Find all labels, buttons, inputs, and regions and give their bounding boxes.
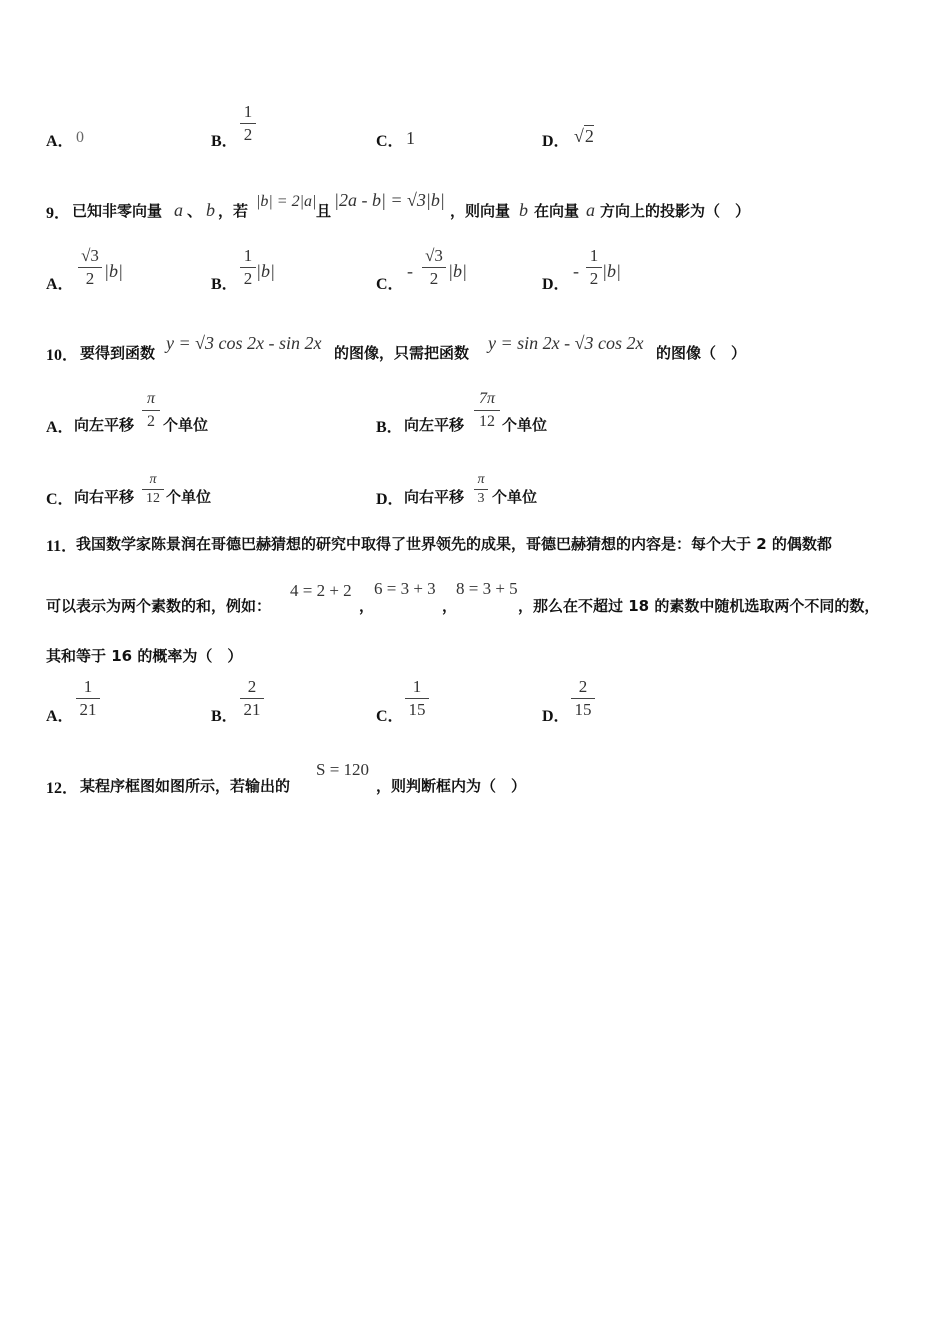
q9-sep: 、 (187, 202, 203, 220)
q9-text-1: 已知非零向量 (72, 202, 163, 220)
q9-option-c-vector: |b| (448, 261, 467, 281)
q12-text-1: 某程序框图如图所示，若输出的 (80, 777, 291, 795)
q10-option-a-fraction: π 2 (142, 389, 160, 432)
q9-var-a-2: a (586, 200, 595, 220)
q10-option-d-fraction: π 3 (474, 472, 488, 507)
q10-number: 10． (46, 347, 79, 364)
q11-option-b-fraction: 2 21 (240, 677, 264, 720)
q10-option-c-fraction: π 12 (142, 472, 164, 507)
q10-option-c-pre: 向右平移 (74, 488, 135, 506)
q9-option-a-vector: |b| (104, 261, 123, 281)
q10-text-3: 的图像（ ） (656, 344, 747, 362)
q10-text-2: 的图像，只需把函数 (334, 344, 470, 362)
q11-example-2: 6 = 3 + 3 (374, 579, 436, 598)
q9-condition-1: |b| = 2|a| (256, 193, 317, 210)
q10-option-b-fraction: 7π 12 (474, 389, 500, 432)
q8-option-c-value: 1 (406, 128, 415, 148)
q9-option-c-fraction: √3 2 (422, 246, 446, 289)
q10-option-d-post: 个单位 (492, 488, 538, 506)
q10-function-2: y = sin 2x - √3 cos 2x (488, 333, 644, 353)
q9-option-d-vector: |b| (602, 261, 621, 281)
q11-option-d-fraction: 2 15 (571, 677, 595, 720)
q10-text-1: 要得到函数 (80, 344, 156, 362)
q11-line-1: 我国数学家陈景润在哥德巴赫猜想的研究中取得了世界领先的成果，哥德巴赫猜想的内容是：每个大于 2 的偶数都 (76, 535, 832, 553)
q8-option-a-value: 0 (76, 129, 84, 146)
q8-option-d-sqrt: √2 (574, 126, 594, 146)
q10-option-a-label: A． (46, 419, 74, 436)
q9-option-d-label: D． (542, 276, 570, 293)
q9-var-a: a (174, 200, 183, 220)
q11-option-a-fraction: 1 21 (76, 677, 100, 720)
q12-number: 12． (46, 780, 79, 797)
q9-option-a-label: A． (46, 276, 74, 293)
q11-line-2-post: ，那么在不超过 18 的素数中随机选取两个不同的数， (518, 597, 880, 615)
q11-line-2-pre: 可以表示为两个素数的和，例如： (46, 597, 272, 615)
q9-number: 9． (46, 205, 71, 222)
q11-number: 11． (46, 538, 78, 555)
q9-option-b-vector: |b| (256, 261, 275, 281)
q10-function-1: y = √3 cos 2x - sin 2x (166, 333, 322, 353)
q11-option-c-label: C． (376, 708, 404, 725)
q9-option-d-fraction: 1 2 (586, 246, 602, 289)
q9-text-4: ，则向量 (450, 202, 511, 220)
q9-text-2: ，若 (218, 202, 249, 220)
q11-option-a-label: A． (46, 708, 74, 725)
q11-comma-1: ， (359, 597, 375, 615)
q9-option-d-sign: - (573, 261, 579, 281)
q11-example-1: 4 = 2 + 2 (290, 581, 352, 600)
q9-var-b: b (206, 200, 215, 220)
q11-example-3: 8 = 3 + 5 (456, 579, 518, 598)
q8-option-d-label: D． (542, 133, 570, 150)
q9-text-5: 在向量 (534, 202, 580, 220)
q10-option-a-post: 个单位 (163, 416, 209, 434)
q9-text-3: 且 (316, 202, 332, 220)
q9-option-c-sign: - (407, 261, 413, 281)
q11-line-3: 其和等于 16 的概率为（ ） (46, 647, 243, 665)
q10-option-d-label: D． (376, 491, 404, 508)
q11-option-c-fraction: 1 15 (405, 677, 429, 720)
q9-text-6: 方向上的投影为（ ） (600, 202, 751, 220)
q8-option-a-label: A． (46, 133, 74, 150)
q11-comma-2: ， (442, 597, 458, 615)
q9-option-c-label: C． (376, 276, 404, 293)
q8-option-b-label: B． (211, 133, 238, 150)
q10-option-c-post: 个单位 (166, 488, 212, 506)
q10-option-d-pre: 向右平移 (404, 488, 465, 506)
q8-option-c-label: C． (376, 133, 404, 150)
q9-option-b-label: B． (211, 276, 238, 293)
q11-option-b-label: B． (211, 708, 238, 725)
q12-text-2: ，则判断框内为（ ） (376, 777, 527, 795)
q8-option-b-fraction: 1 2 (240, 102, 256, 145)
q9-option-a-fraction: √3 2 (78, 246, 102, 289)
q10-option-c-label: C． (46, 491, 74, 508)
q10-option-b-pre: 向左平移 (404, 416, 465, 434)
q10-option-b-post: 个单位 (502, 416, 548, 434)
q9-condition-2: |2a - b| = √3|b| (334, 190, 445, 210)
q9-var-b-2: b (519, 200, 528, 220)
q11-option-d-label: D． (542, 708, 570, 725)
q9-option-b-fraction: 1 2 (240, 246, 256, 289)
q10-option-b-label: B． (376, 419, 403, 436)
q12-equation: S = 120 (316, 760, 370, 779)
q10-option-a-pre: 向左平移 (74, 416, 135, 434)
